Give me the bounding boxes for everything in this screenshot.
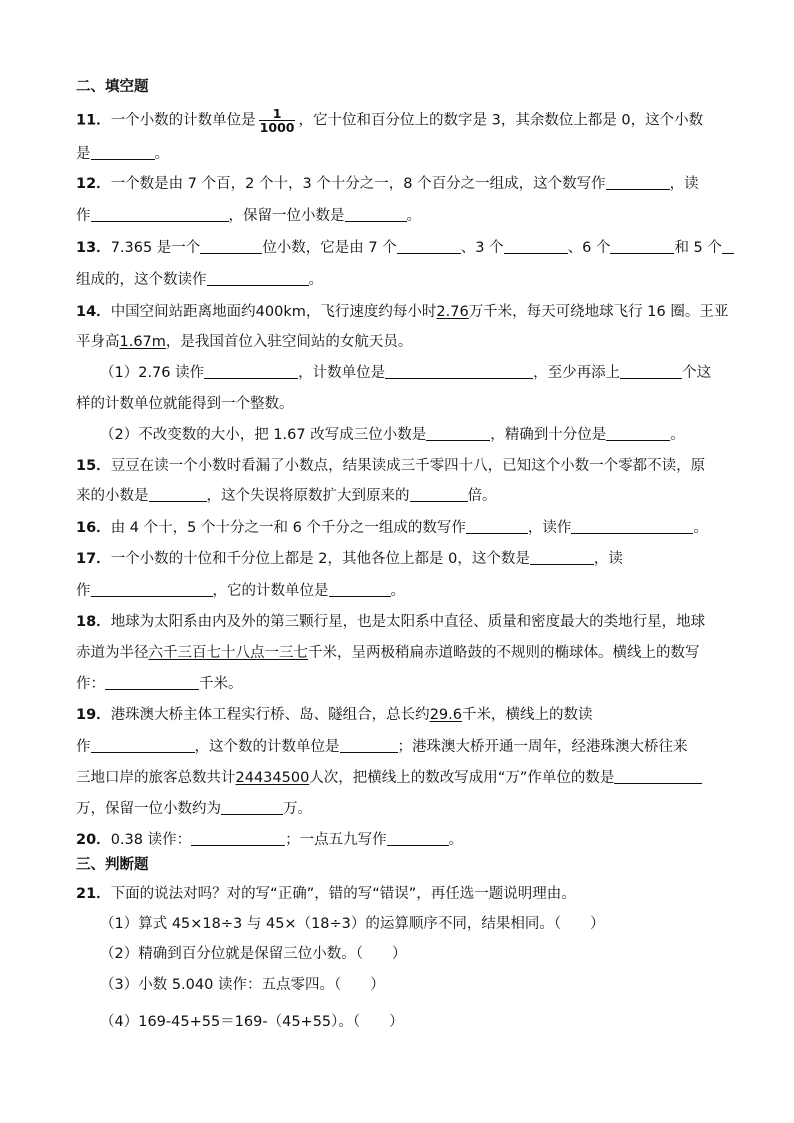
question-text: 作 bbox=[76, 208, 91, 224]
question-text: ，读 bbox=[593, 551, 623, 567]
question-text: （2）不改变数的大小，把 1.67 改写成三位小数是 bbox=[100, 427, 427, 443]
underlined-number: 2.76 bbox=[436, 304, 469, 320]
question-14-line1 bbox=[76, 302, 728, 322]
question-text: 个这 bbox=[682, 365, 712, 381]
question-text: 下面的说法对吗？对的写“正确”，错的写“错误”，再任选一题说明理由。 bbox=[110, 886, 576, 902]
question-21-item1: （1）算式 45×18÷3 与 45×（18÷3）的运算顺序不同，结果相同。（ ） bbox=[100, 916, 605, 932]
question-14-sub2 bbox=[100, 425, 685, 445]
question-12-line2 bbox=[76, 206, 421, 226]
question-text: ，至少再添上 bbox=[533, 365, 621, 381]
question-18-line3 bbox=[76, 674, 243, 694]
question-text: 来的小数是 bbox=[76, 488, 149, 504]
underlined-number: 1.67m bbox=[119, 334, 166, 350]
question-text: ，读 bbox=[669, 176, 699, 192]
question-text: 一个小数的十位和千分位上都是 2，其他各位上都是 0，这个数是 bbox=[110, 551, 530, 567]
question-text: 三地口岸的旅客总数共计 bbox=[76, 770, 236, 786]
question-number: 20． bbox=[76, 832, 111, 848]
answer-blank[interactable] bbox=[207, 271, 309, 286]
question-21-item3: （3）小数 5.040 读作：五点零四。（ ） bbox=[100, 977, 385, 993]
question-text: 千米。 bbox=[199, 676, 243, 692]
question-20 bbox=[76, 830, 463, 850]
question-text: 由 4 个十，5 个十分之一和 6 个千分之一组成的数写作 bbox=[110, 520, 466, 536]
question-text: ，保留一位小数是 bbox=[228, 208, 345, 224]
answer-blank[interactable] bbox=[614, 769, 702, 784]
answer-blank[interactable] bbox=[620, 364, 682, 379]
underlined-number: 24434500 bbox=[235, 770, 310, 786]
question-text: 。 bbox=[308, 272, 323, 288]
answer-blank[interactable] bbox=[397, 239, 461, 254]
answer-blank[interactable] bbox=[387, 831, 449, 846]
answer-blank[interactable] bbox=[466, 519, 528, 534]
question-text: 平身高 bbox=[76, 334, 120, 350]
answer-blank[interactable] bbox=[91, 145, 155, 160]
answer-blank[interactable] bbox=[91, 738, 195, 753]
question-text: 一个小数的计数单位是 bbox=[110, 112, 256, 129]
question-14-sub1-line1 bbox=[100, 363, 711, 383]
question-11-line2 bbox=[76, 144, 169, 164]
question-number: 13． bbox=[76, 240, 111, 256]
question-19-line4 bbox=[76, 799, 312, 819]
question-text: ，是我国首位入驻空间站的女航天员。 bbox=[165, 334, 413, 350]
answer-blank[interactable] bbox=[385, 364, 533, 379]
answer-blank[interactable] bbox=[606, 426, 670, 441]
question-text: 作 bbox=[76, 739, 91, 755]
question-text: 位小数，它是由 7 个 bbox=[262, 240, 397, 256]
question-text: 组成的，这个数读作 bbox=[76, 272, 207, 288]
answer-blank[interactable] bbox=[149, 487, 207, 502]
question-text: 。 bbox=[154, 146, 169, 162]
question-19-line2 bbox=[76, 737, 688, 757]
question-text: ，这个失误将原数扩大到原来的 bbox=[206, 488, 410, 504]
question-text: 。 bbox=[406, 208, 421, 224]
answer-blank[interactable] bbox=[200, 239, 262, 254]
question-14-sub1-line2 bbox=[76, 394, 294, 414]
question-text: 。 bbox=[693, 520, 708, 536]
question-text: （1）2.76 读作 bbox=[100, 365, 205, 381]
question-text: 和 5 个 bbox=[674, 240, 722, 256]
question-17-line2 bbox=[76, 581, 405, 601]
question-18-line2 bbox=[76, 643, 700, 663]
question-16 bbox=[76, 518, 708, 538]
answer-blank[interactable] bbox=[345, 207, 407, 222]
question-number: 11． bbox=[76, 112, 111, 129]
question-13-line2 bbox=[76, 270, 323, 290]
question-19-line1 bbox=[76, 705, 592, 725]
section-title-judgement: 三、判断题 bbox=[76, 857, 149, 873]
answer-blank[interactable] bbox=[426, 426, 490, 441]
question-text: 地球为太阳系由内及外的第三颗行星，也是太阳系中直径、质量和密度最大的类地行星，地球 bbox=[110, 614, 706, 630]
question-text: ，它十位和百分位上的数字是 3，其余数位上都是 0，这个小数 bbox=[298, 112, 704, 129]
answer-blank[interactable] bbox=[91, 207, 229, 222]
question-text: 万。 bbox=[283, 801, 312, 817]
question-number: 18． bbox=[76, 614, 111, 630]
fraction-denominator: 1000 bbox=[259, 120, 295, 135]
question-21-item2: （2）精确到百分位就是保留三位小数。（ ） bbox=[100, 946, 407, 962]
answer-blank[interactable] bbox=[571, 519, 693, 534]
question-text: 人次，把横线上的数改写成用“万”作单位的数是 bbox=[309, 770, 615, 786]
question-text: ，这个数的计数单位是 bbox=[194, 739, 340, 755]
underlined-number: 29.6 bbox=[429, 707, 462, 723]
question-text: 、3 个 bbox=[460, 240, 504, 256]
fraction-numerator: 1 bbox=[259, 107, 296, 121]
question-number: 21． bbox=[76, 886, 111, 902]
question-17-line1 bbox=[76, 549, 623, 569]
answer-blank[interactable] bbox=[221, 800, 283, 815]
underlined-number: 六千三百七十八点一三七 bbox=[148, 645, 308, 661]
question-text: ；一点五九写作 bbox=[285, 832, 387, 848]
question-text: 倍。 bbox=[467, 488, 497, 504]
question-text: 万，保留一位小数约为 bbox=[76, 801, 221, 817]
answer-blank[interactable] bbox=[204, 364, 298, 379]
question-number: 19． bbox=[76, 707, 111, 723]
question-text: 作 bbox=[76, 583, 91, 599]
question-text: 作： bbox=[76, 676, 105, 692]
answer-blank[interactable] bbox=[504, 239, 568, 254]
question-number: 14． bbox=[76, 304, 111, 320]
question-14-line2 bbox=[76, 332, 412, 352]
question-text: 。 bbox=[670, 427, 685, 443]
question-text: ，计数单位是 bbox=[298, 365, 386, 381]
question-text: 豆豆在读一个小数时看漏了小数点，结果读成三千零四十八，已知这个小数一个零都不读，原 bbox=[110, 458, 706, 474]
answer-blank[interactable] bbox=[105, 675, 199, 690]
answer-blank[interactable] bbox=[329, 582, 391, 597]
answer-blank[interactable] bbox=[91, 582, 213, 597]
question-text: ；港珠澳大桥开通一周年，经港珠澳大桥往来 bbox=[397, 739, 688, 755]
question-text: 中国空间站距离地面约400km，飞行速度约每小时 bbox=[110, 304, 437, 320]
answer-blank[interactable] bbox=[722, 239, 734, 254]
question-text: ，精确到十分位是 bbox=[490, 427, 607, 443]
section-title-fill-in: 二、填空题 bbox=[76, 79, 149, 95]
question-text: 千米，横线上的数读 bbox=[461, 707, 593, 723]
question-text: 万千米，每天可绕地球飞行 16 圈。王亚 bbox=[468, 304, 729, 320]
question-text: 一个数是由 7 个百，2 个十，3 个十分之一，8 个百分之一组成，这个数写作 bbox=[110, 176, 606, 192]
question-12-line1 bbox=[76, 174, 699, 194]
question-text: 。 bbox=[390, 583, 405, 599]
answer-blank[interactable] bbox=[340, 738, 398, 753]
answer-blank[interactable] bbox=[610, 239, 674, 254]
question-21-item4: （4）169-45+55＝169-（45+55）。（ ） bbox=[100, 1014, 404, 1030]
question-text: 0.38 读作： bbox=[110, 832, 192, 848]
question-13-line1 bbox=[76, 238, 734, 258]
answer-blank[interactable] bbox=[530, 550, 594, 565]
question-number: 12． bbox=[76, 176, 111, 192]
question-text: 港珠澳大桥主体工程实行桥、岛、隧组合，总长约 bbox=[110, 707, 430, 723]
question-18-line1 bbox=[76, 612, 705, 632]
question-text: 。 bbox=[448, 832, 464, 848]
question-21 bbox=[76, 884, 576, 904]
question-text: 样的计数单位就能得到一个整数。 bbox=[76, 396, 294, 412]
question-text: 赤道为半径 bbox=[76, 645, 149, 661]
question-text: 千米，呈两极稍扁赤道略鼓的不规则的椭球体。横线上的数写 bbox=[308, 645, 700, 661]
answer-blank[interactable] bbox=[191, 831, 285, 846]
question-number: 15． bbox=[76, 458, 111, 474]
question-text: ，读作 bbox=[527, 520, 572, 536]
question-19-line3 bbox=[76, 768, 702, 788]
answer-blank[interactable] bbox=[606, 175, 670, 190]
answer-blank[interactable] bbox=[410, 487, 468, 502]
question-text: 、6 个 bbox=[567, 240, 611, 256]
question-11-line1 bbox=[76, 107, 703, 134]
question-text: 是 bbox=[76, 146, 91, 162]
fraction bbox=[259, 107, 296, 134]
question-number: 17． bbox=[76, 551, 111, 567]
question-text: 7.365 是一个 bbox=[110, 240, 201, 256]
question-15-line1 bbox=[76, 456, 705, 476]
question-text: ，它的计数单位是 bbox=[212, 583, 329, 599]
question-15-line2 bbox=[76, 486, 497, 506]
question-number: 16． bbox=[76, 520, 111, 536]
